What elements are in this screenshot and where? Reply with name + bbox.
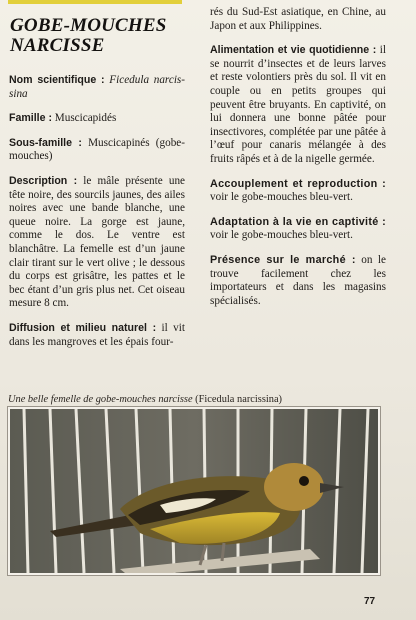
bird-eye [299,476,309,486]
scientific-name-entry [9,74,185,101]
subfamily-value: Muscicapinés (gobe-mouches) [9,136,185,163]
distribution-entry [9,322,185,349]
distribution-label: Diffusion et milieu naturel : [9,321,157,334]
market-label: Présence sur le marché : [210,253,356,266]
adaptation-label: Adaptation à la vie en captivité : [210,215,386,228]
market-entry [210,254,386,308]
right-column [210,6,386,319]
food-entry [210,44,386,166]
subfamily-entry [9,137,185,164]
bird-illustration [10,409,378,573]
description-text: le mâle présente une tête noire, des sourcils jaunes, des ailes noires avec une bande blanche, une queue noire. La gorge est jaune, comme le dos. Le ventre est blanchâtre. La femelle est d’un jaune clair tirant sur le vert olive ; le dessous du corps est grisâtre, les pattes et le bec étant d’un gris plus net. Cet oiseau mesure 8 cm. [9,174,186,310]
food-label: Alimentation et vie quotidienne : [210,44,377,57]
food-text: il se nourrit d’insectes et de leurs larves et reste volontiers près du sol. Il vit en couple ou en petits groupes qui peuvent être bruyants. En captivité, on lui donnera une bonne pâtée pour insectivores, complétée par une pâtée à l’œuf pour canaris mélangée à des fruits râpés et à de la nigelle germée. [210,44,386,165]
left-column [9,74,185,360]
yellow-header-rule [8,0,182,4]
caption-text: Une belle femelle de gobe-mouches narcisse [8,394,193,405]
family-value: Muscicapidés [54,112,117,125]
page-number: 77 [364,596,376,607]
page-title [10,16,200,56]
description-label: Description : [9,174,78,187]
scientific-name-label: Nom scientifique : [9,74,105,86]
adaptation-entry [210,216,386,243]
distribution-text: il vit dans les mangroves et les épais four- [9,321,185,348]
adaptation-text: voir le gobe-mouches bleu-vert. [210,229,353,242]
family-entry [9,112,185,126]
title-line-2: NARCISSE [10,35,105,56]
mating-label: Accouplement et reproduction : [210,177,386,190]
family-label: Famille : [9,112,52,125]
market-text: on le trouve facilement chez les importateurs et dans les magasins spécialisés. [210,253,386,307]
scientific-name-value: Ficedula narcis-sina [9,74,186,100]
caption-scientific: (Ficedula narcissina) [195,394,283,405]
distribution-continuation [210,6,386,33]
description-entry [9,175,185,311]
bird-photo [8,407,380,575]
subfamily-label: Sous-famille : [9,136,82,149]
distribution-continuation-text: rés du Sud-Est asiatique, en Chine, au Japon et aux Philippines. [210,6,386,32]
mating-entry [210,178,386,205]
title-line-1: GOBE-MOUCHES [10,15,167,36]
bird-leg [222,543,224,561]
photo-caption [8,394,388,406]
mating-text: voir le gobe-mouches bleu-vert. [210,191,353,204]
bird-head [264,463,324,511]
